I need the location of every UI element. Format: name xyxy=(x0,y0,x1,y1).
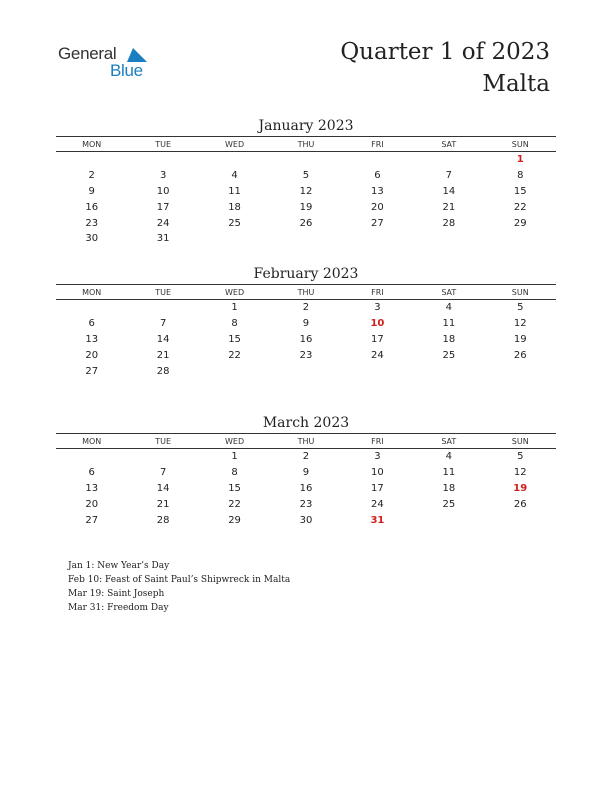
empty-day-cell xyxy=(342,231,413,247)
empty-day-cell xyxy=(127,300,198,316)
week-row xyxy=(56,496,556,512)
week-row xyxy=(56,231,556,247)
logo-triangle-icon xyxy=(127,48,147,62)
holiday-note: Jan 1: New Year’s Day xyxy=(68,561,170,571)
day-cell: 16 xyxy=(299,333,313,345)
weekday-header: FRI xyxy=(342,285,413,300)
week-row xyxy=(56,363,556,379)
empty-day-cell xyxy=(199,363,270,379)
day-cell: 3 xyxy=(159,170,167,182)
day-cell: 7 xyxy=(445,170,452,182)
day-cell: 11 xyxy=(228,185,241,197)
holiday-day-cell: 19 xyxy=(513,482,528,494)
day-cell: 30 xyxy=(299,514,313,526)
page-title: Quarter 1 of 2023 xyxy=(340,39,550,65)
day-cell: 17 xyxy=(371,333,384,345)
day-cell: 19 xyxy=(513,333,527,345)
day-cell: 2 xyxy=(302,302,310,314)
day-cell: 8 xyxy=(231,467,238,479)
empty-day-cell xyxy=(270,363,341,379)
empty-day-cell xyxy=(413,152,484,168)
generalblue-logo xyxy=(58,44,158,84)
holiday-note: Feb 10: Feast of Saint Paul’s Shipwreck in Malta xyxy=(68,575,291,585)
weekday-header: MON xyxy=(56,285,127,300)
empty-day-cell xyxy=(56,152,127,168)
day-cell: 14 xyxy=(442,185,456,197)
day-cell: 11 xyxy=(442,467,456,479)
day-cell: 8 xyxy=(517,170,524,182)
week-row xyxy=(56,184,556,200)
day-cell: 20 xyxy=(85,498,99,510)
weekday-header: SUN xyxy=(485,285,556,300)
weekday-header: MON xyxy=(56,434,127,449)
day-cell: 9 xyxy=(302,318,310,330)
day-cell: 29 xyxy=(513,217,527,229)
holiday-day-cell: 1 xyxy=(516,154,524,166)
weekday-header: FRI xyxy=(342,137,413,152)
empty-day-cell xyxy=(270,231,341,247)
day-cell: 14 xyxy=(156,482,170,494)
day-cell: 17 xyxy=(156,201,170,213)
weekday-header: THU xyxy=(270,137,341,152)
holiday-day-cell: 31 xyxy=(370,514,385,526)
day-cell: 28 xyxy=(442,217,456,229)
day-cell: 12 xyxy=(513,318,527,330)
day-cell: 24 xyxy=(371,498,384,510)
empty-day-cell xyxy=(56,449,127,465)
day-cell: 30 xyxy=(85,233,99,245)
day-cell: 8 xyxy=(231,318,238,330)
empty-day-cell xyxy=(342,152,413,168)
day-cell: 15 xyxy=(228,333,241,345)
holiday-note: Mar 31: Freedom Day xyxy=(68,603,169,613)
calendar-table xyxy=(56,136,556,247)
day-cell: 5 xyxy=(517,302,524,314)
logo-word-blue: Blue xyxy=(110,61,143,80)
weekday-header: FRI xyxy=(342,434,413,449)
calendar-table xyxy=(56,433,556,528)
day-cell: 15 xyxy=(513,185,527,197)
weekday-header: WED xyxy=(199,434,270,449)
day-cell: 22 xyxy=(228,349,241,361)
day-cell: 10 xyxy=(156,185,170,197)
month-title: February 2023 xyxy=(253,266,359,282)
day-cell: 25 xyxy=(442,498,456,510)
day-cell: 20 xyxy=(371,201,384,213)
day-cell: 24 xyxy=(371,349,384,361)
day-cell: 9 xyxy=(302,467,310,479)
month-february xyxy=(56,264,556,379)
day-cell: 3 xyxy=(374,302,381,314)
logo-word-general: General xyxy=(58,44,117,63)
day-cell: 6 xyxy=(88,467,95,479)
weekday-header: SAT xyxy=(413,137,484,152)
day-cell: 28 xyxy=(156,514,170,526)
day-cell: 25 xyxy=(228,217,241,229)
week-row xyxy=(56,347,556,363)
week-row xyxy=(56,465,556,481)
week-row xyxy=(56,199,556,215)
day-cell: 28 xyxy=(156,365,170,377)
empty-day-cell xyxy=(342,363,413,379)
day-cell: 6 xyxy=(374,170,381,182)
weekday-header: TUE xyxy=(127,434,198,449)
day-cell: 20 xyxy=(85,349,99,361)
day-cell: 7 xyxy=(159,318,167,330)
day-cell: 13 xyxy=(85,333,99,345)
weekday-header: WED xyxy=(199,137,270,152)
empty-day-cell xyxy=(413,363,484,379)
day-cell: 2 xyxy=(302,451,310,463)
weekday-header: SAT xyxy=(413,434,484,449)
day-cell: 6 xyxy=(88,318,95,330)
day-cell: 4 xyxy=(445,302,452,314)
empty-day-cell xyxy=(56,300,127,316)
day-cell: 23 xyxy=(299,349,313,361)
weekday-header: THU xyxy=(270,285,341,300)
week-row xyxy=(56,449,556,465)
empty-day-cell xyxy=(127,152,198,168)
month-march xyxy=(56,413,556,528)
weekday-header: THU xyxy=(270,434,341,449)
week-row xyxy=(56,481,556,497)
day-cell: 27 xyxy=(85,514,99,526)
weekday-header: WED xyxy=(199,285,270,300)
week-row xyxy=(56,332,556,348)
day-cell: 4 xyxy=(445,451,452,463)
day-cell: 27 xyxy=(85,365,99,377)
weekday-header: SUN xyxy=(485,137,556,152)
weekday-header: SUN xyxy=(485,434,556,449)
week-row xyxy=(56,300,556,316)
day-cell: 7 xyxy=(159,467,167,479)
day-cell: 19 xyxy=(299,201,313,213)
week-row xyxy=(56,215,556,231)
calendar-table xyxy=(56,284,556,379)
week-row xyxy=(56,168,556,184)
empty-day-cell xyxy=(485,363,556,379)
day-cell: 16 xyxy=(85,201,99,213)
day-cell: 10 xyxy=(371,467,384,479)
page-header xyxy=(340,36,550,100)
day-cell: 29 xyxy=(228,514,241,526)
page-subtitle: Malta xyxy=(482,71,550,97)
day-cell: 2 xyxy=(88,170,95,182)
weekday-header: TUE xyxy=(127,137,198,152)
day-cell: 14 xyxy=(156,333,170,345)
day-cell: 12 xyxy=(299,185,313,197)
day-cell: 18 xyxy=(442,482,456,494)
holiday-note: Mar 19: Saint Joseph xyxy=(68,589,165,599)
day-cell: 25 xyxy=(442,349,456,361)
holiday-notes xyxy=(68,559,290,615)
weekday-header: SAT xyxy=(413,285,484,300)
empty-day-cell xyxy=(413,231,484,247)
day-cell: 17 xyxy=(371,482,384,494)
empty-day-cell xyxy=(485,231,556,247)
day-cell: 23 xyxy=(299,498,313,510)
day-cell: 9 xyxy=(88,185,95,197)
day-cell: 4 xyxy=(231,170,238,182)
day-cell: 22 xyxy=(228,498,241,510)
day-cell: 21 xyxy=(156,498,170,510)
day-cell: 11 xyxy=(442,318,456,330)
day-cell: 13 xyxy=(371,185,384,197)
day-cell: 22 xyxy=(513,201,527,213)
day-cell: 27 xyxy=(371,217,384,229)
day-cell: 26 xyxy=(299,217,313,229)
day-cell: 26 xyxy=(513,498,527,510)
empty-day-cell xyxy=(485,512,556,528)
month-title: January 2023 xyxy=(258,118,354,134)
day-cell: 24 xyxy=(156,217,170,229)
day-cell: 3 xyxy=(374,451,381,463)
weekday-header: TUE xyxy=(127,285,198,300)
month-title: March 2023 xyxy=(262,415,350,431)
day-cell: 5 xyxy=(302,170,310,182)
empty-day-cell xyxy=(127,449,198,465)
weekday-header: MON xyxy=(56,137,127,152)
day-cell: 21 xyxy=(156,349,170,361)
holiday-day-cell: 10 xyxy=(370,318,385,330)
day-cell: 18 xyxy=(442,333,456,345)
day-cell: 23 xyxy=(85,217,99,229)
week-row xyxy=(56,512,556,528)
empty-day-cell xyxy=(199,231,270,247)
week-row xyxy=(56,152,556,168)
day-cell: 13 xyxy=(85,482,99,494)
empty-day-cell xyxy=(413,512,484,528)
day-cell: 12 xyxy=(513,467,527,479)
day-cell: 16 xyxy=(299,482,313,494)
day-cell: 21 xyxy=(442,201,456,213)
month-january xyxy=(56,116,556,247)
day-cell: 1 xyxy=(231,451,238,463)
empty-day-cell xyxy=(270,152,341,168)
day-cell: 5 xyxy=(517,451,524,463)
day-cell: 18 xyxy=(228,201,241,213)
empty-day-cell xyxy=(199,152,270,168)
day-cell: 15 xyxy=(228,482,241,494)
day-cell: 1 xyxy=(231,302,238,314)
week-row xyxy=(56,316,556,332)
day-cell: 31 xyxy=(156,233,170,245)
day-cell: 26 xyxy=(513,349,527,361)
